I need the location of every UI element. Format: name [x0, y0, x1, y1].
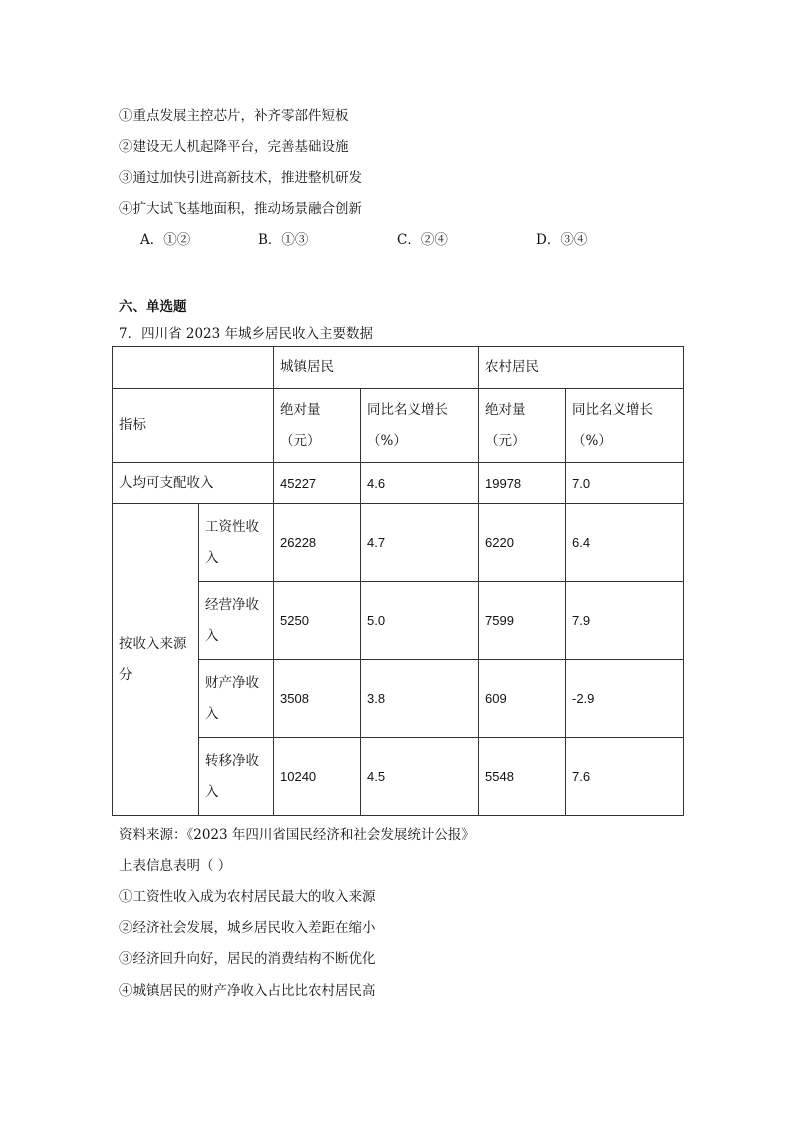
q7-stem: 7．四川省 2023 年城乡居民收入主要数据	[119, 326, 374, 342]
table-cell: 7.0	[566, 463, 684, 504]
row-label: 人均可支配收入	[113, 463, 274, 504]
q7-source: 资料来源：《2023 年四川省国民经济和社会发展统计公报》	[119, 827, 475, 843]
table-cell: 6220	[479, 504, 566, 582]
table-header-row	[113, 347, 684, 389]
q6-option-c[interactable]: C．②④	[397, 232, 448, 248]
table-cell: 4.6	[361, 463, 479, 504]
table-cell: 10240	[274, 738, 361, 816]
by-source-label: 按收入来源分	[113, 504, 199, 816]
q7-statement-4: ④城镇居民的财产净收入占比比农村居民高	[119, 983, 376, 999]
table-subheader-row	[113, 389, 684, 463]
table-cell: 7.6	[566, 738, 684, 816]
urban-growth-header: 同比名义增长（%）	[361, 389, 479, 463]
table-row	[113, 738, 684, 816]
row-label: 转移净收入	[199, 738, 274, 816]
q7-statement-1: ①工资性收入成为农村居民最大的收入来源	[119, 889, 376, 905]
q7-prompt: 上表信息表明（ ）	[119, 858, 232, 874]
table-row	[113, 582, 684, 660]
urban-header: 城镇居民	[274, 347, 479, 389]
table-row	[113, 463, 684, 504]
table-cell: 7.9	[566, 582, 684, 660]
q6-statement-1: ①重点发展主控芯片，补齐零部件短板	[119, 108, 349, 124]
table-cell: 7599	[479, 582, 566, 660]
table-cell: 45227	[274, 463, 361, 504]
q6-statement-3: ③通过加快引进高新技术，推进整机研发	[119, 170, 362, 186]
row-label: 经营净收入	[199, 582, 274, 660]
rural-absolute-header: 绝对量（元）	[479, 389, 566, 463]
table-cell: 4.7	[361, 504, 479, 582]
q6-option-b[interactable]: B．①③	[258, 232, 309, 248]
q7-statement-3: ③经济回升向好，居民的消费结构不断优化	[119, 951, 376, 967]
table-cell: -2.9	[566, 660, 684, 738]
table-cell: 3508	[274, 660, 361, 738]
section-heading: 六、单选题	[119, 299, 187, 315]
row-label: 财产净收入	[199, 660, 274, 738]
q6-option-a[interactable]: A．①②	[140, 232, 191, 248]
table-cell: 6.4	[566, 504, 684, 582]
q6-statement-2: ②建设无人机起降平台，完善基础设施	[119, 139, 349, 155]
table-row	[113, 504, 684, 582]
indicator-header: 指标	[113, 389, 274, 463]
table-corner-cell	[113, 347, 274, 389]
table-cell: 4.5	[361, 738, 479, 816]
q6-statement-4: ④扩大试飞基地面积，推动场景融合创新	[119, 201, 362, 217]
table-cell: 5548	[479, 738, 566, 816]
row-label: 工资性收入	[199, 504, 274, 582]
table-cell: 5.0	[361, 582, 479, 660]
urban-absolute-header: 绝对量（元）	[274, 389, 361, 463]
rural-header: 农村居民	[479, 347, 684, 389]
q7-statement-2: ②经济社会发展，城乡居民收入差距在缩小	[119, 920, 376, 936]
table-row	[113, 660, 684, 738]
table-cell: 26228	[274, 504, 361, 582]
q6-option-d[interactable]: D．③④	[536, 232, 588, 248]
q6-options	[140, 228, 660, 248]
table-cell: 3.8	[361, 660, 479, 738]
table-cell: 5250	[274, 582, 361, 660]
income-table	[112, 346, 684, 816]
rural-growth-header: 同比名义增长（%）	[566, 389, 684, 463]
table-cell: 19978	[479, 463, 566, 504]
table-cell: 609	[479, 660, 566, 738]
